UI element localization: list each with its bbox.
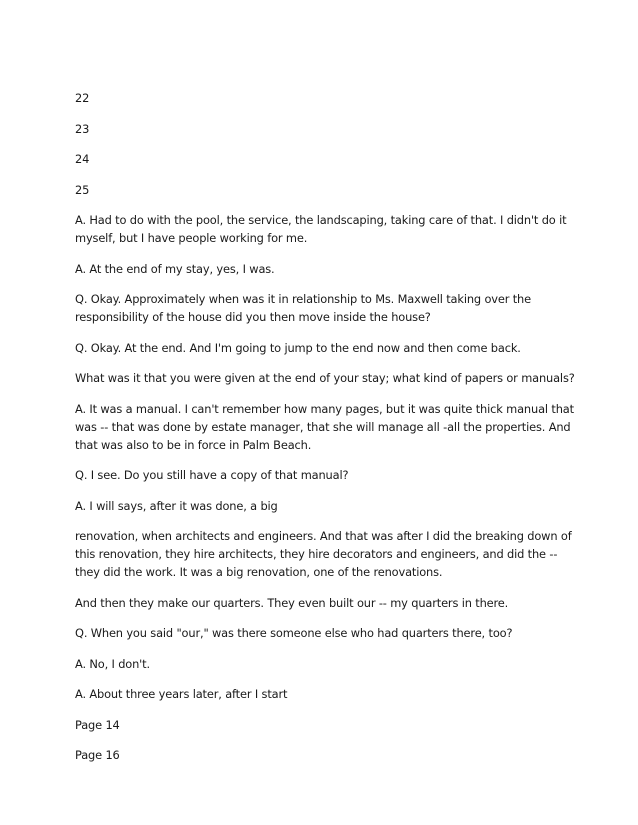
transcript-paragraph: Q. Okay. At the end. And I'm going to jump to the end now and then come back. [75,340,521,355]
line-number: 24 [75,152,90,166]
transcript-paragraph: A. Had to do with the pool, the service, the landscaping, taking care of that. I didn't do it myself, but I have people working for me. [75,213,567,245]
line-number: 23 [75,121,90,136]
transcript-body [75,89,575,777]
transcript-paragraph: Q. Okay. Approximately when was it in relationship to Ms. Maxwell taking over the responsibility of the house did you then move inside the house? [75,292,531,324]
transcript-paragraph: A. No, I don't. [75,656,150,671]
page-label: Page 14 [75,717,120,732]
transcript-paragraph: A. I will says, after it was done, a big [75,498,278,513]
transcript-paragraph: renovation, when architects and engineers. And that was after I did the breaking down of this renovation, they hire architects, they hire decorators and engineers, and did the -- they did the work. It was a big renovation, one of the renovations. [75,529,572,579]
line-number: 22 [75,91,90,105]
transcript-paragraph: Q. I see. Do you still have a copy of that manual? [75,468,349,482]
line-number: 25 [75,182,90,197]
transcript-paragraph: A. About three years later, after I start [75,687,288,701]
page-label: Page 16 [75,748,120,762]
transcript-paragraph: And then they make our quarters. They even built our -- my quarters in there. [75,595,509,610]
transcript-paragraph: A. At the end of my stay, yes, I was. [75,261,275,276]
transcript-paragraph: Q. When you said "our," was there someone else who had quarters there, too? [75,626,513,640]
transcript-paragraph: A. It was a manual. I can't remember how many pages, but it was quite thick manual that was -- that was done by estate manager, that she will manage all -all the properties. And that was also to be in force in Palm Beach. [75,401,574,452]
transcript-paragraph: What was it that you were given at the end of your stay; what kind of papers or manuals? [75,371,575,385]
